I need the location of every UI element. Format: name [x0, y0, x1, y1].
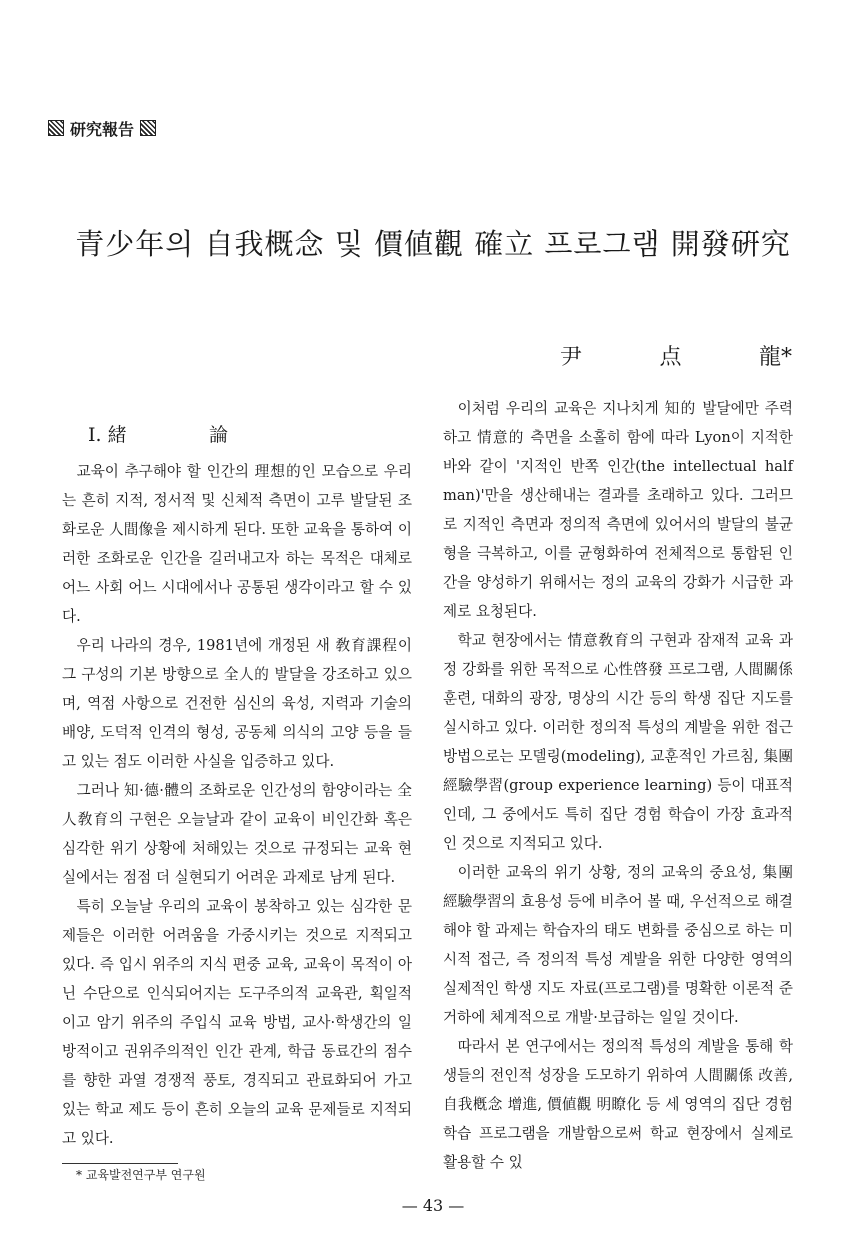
section-tag	[48, 117, 156, 139]
paragraph: 이러한 교육의 위기 상황, 정의 교육의 중요성, 集團經驗學習의 효용성 등에 비추어 볼 때, 우선적으로 해결해야 할 과제는 학습자의 태도 변화를 중심으로 하는 미시적 접근, 즉 정의적 특성 계발을 위한 다양한 영역의 실제적인 학생 지도 자료(프로그램)를 명확한 이론적 준거하에 체계적으로 개발·보급하는 일일 것이다.	[443, 864, 793, 1026]
page-number: — 43 —	[401, 1196, 465, 1215]
paragraph: 교육이 추구해야 할 인간의 理想的인 모습으로 우리는 흔히 지적, 정서적 및 신체적 측면이 고루 발달된 조화로운 人間像을 제시하게 된다. 또한 교육을 통하여 이러한 조화로운 인간을 길러내고자 하는 목적은 대체로 어느 사회 어느 시대에서나 공통된 생각이라고 할 수 있다.	[62, 463, 412, 625]
author-char: 点	[659, 345, 682, 370]
hatched-square-icon	[48, 120, 64, 136]
paragraph: 따라서 본 연구에서는 정의적 특성의 계발을 통해 학생들의 전인적 성장을 도모하기 위하여 人間關係 改善, 自我槪念 增進, 價値觀 明瞭化 등 세 영역의 집단 경험 학습 프로그램을 개발함으로써 학교 현장에서 실제로 활용할 수 있	[443, 1038, 793, 1171]
footnote-divider	[62, 1163, 178, 1164]
author-char: 尹	[560, 345, 583, 370]
author-char: 龍*	[758, 345, 792, 370]
author-name	[560, 340, 792, 371]
paper-title: 青少年의 自我概念 및 價値觀 確立 프로그램 開發硏究	[75, 227, 791, 261]
paragraph: 우리 나라의 경우, 1981년에 개정된 새 敎育課程이 그 구성의 기본 방향으로 全人的 발달을 강조하고 있으며, 역점 사항으로 건전한 심신의 육성, 지력과 기술의 배양, 도덕적 인격의 형성, 공동체 의식의 고양 등을 들고 있는 점도 이러한 사실을 입증하고 있다.	[62, 637, 412, 770]
paragraph: 학교 현장에서는 情意敎育의 구현과 잠재적 교육 과정 강화를 위한 목적으로 心性啓發 프로그램, 人間關係 훈련, 대화의 광장, 명상의 시간 등의 학생 집단 지도를 실시하고 있다. 이러한 정의적 특성의 계발을 위한 접근 방법으로는 모델링(modeling), 교훈적인 가르침, 集團經驗學習(group experience learning) 등이 대표적인데, 그 중에서도 특히 집단 경험 학습이 가장 효과적인 것으로 지적되고 있다.	[443, 632, 793, 852]
footnote: * 교육발전연구부 연구원	[76, 1168, 206, 1182]
section-heading-part: I. 緒	[88, 424, 127, 446]
section-heading-part: 論	[208, 424, 228, 446]
paragraph: 이처럼 우리의 교육은 지나치게 知的 발달에만 주력하고 情意的 측면을 소홀히 함에 따라 Lyon이 지적한 바와 같이 '지적인 반쪽 인간(the intellectual half man)'만을 생산해내는 결과를 초래하고 있다. 그러므로 지적인 측면과 정의적 측면에 있어서의 발달의 불균형을 극복하고, 이를 균형화하여 전체적으로 통합된 인간을 양성하기 위해서는 정의 교육의 강화가 시급한 과제로 요청된다.	[443, 400, 793, 620]
left-column	[62, 457, 412, 1153]
paragraph: 특히 오늘날 우리의 교육이 봉착하고 있는 심각한 문제들은 이러한 어려움을 가중시키는 것으로 지적되고 있다. 즉 입시 위주의 지식 편중 교육, 교육이 목적이 아닌 수단으로 인식되어지는 도구주의적 교육관, 획일적이고 암기 위주의 주입식 교육 방법, 교사·학생간의 일방적이고 권위주의적인 인간 관계, 학급 동료간의 점수를 향한 과열 경쟁적 풍토, 경직되고 관료화되어 가고 있는 학교 제도 등이 흔히 오늘의 교육 문제들로 지적되고 있다.	[62, 898, 412, 1147]
section-heading	[88, 420, 228, 447]
right-column	[443, 394, 793, 1177]
section-tag-label: 研究報告	[70, 119, 135, 139]
paragraph: 그러나 知·德·體의 조화로운 인간성의 함양이라는 全人敎育의 구현은 오늘날과 같이 교육이 비인간화 혹은 심각한 위기 상황에 처해있는 것으로 규정되는 교육 현실에서는 점점 더 실현되기 어려운 과제로 남게 된다.	[62, 782, 412, 886]
hatched-square-icon	[140, 120, 156, 136]
